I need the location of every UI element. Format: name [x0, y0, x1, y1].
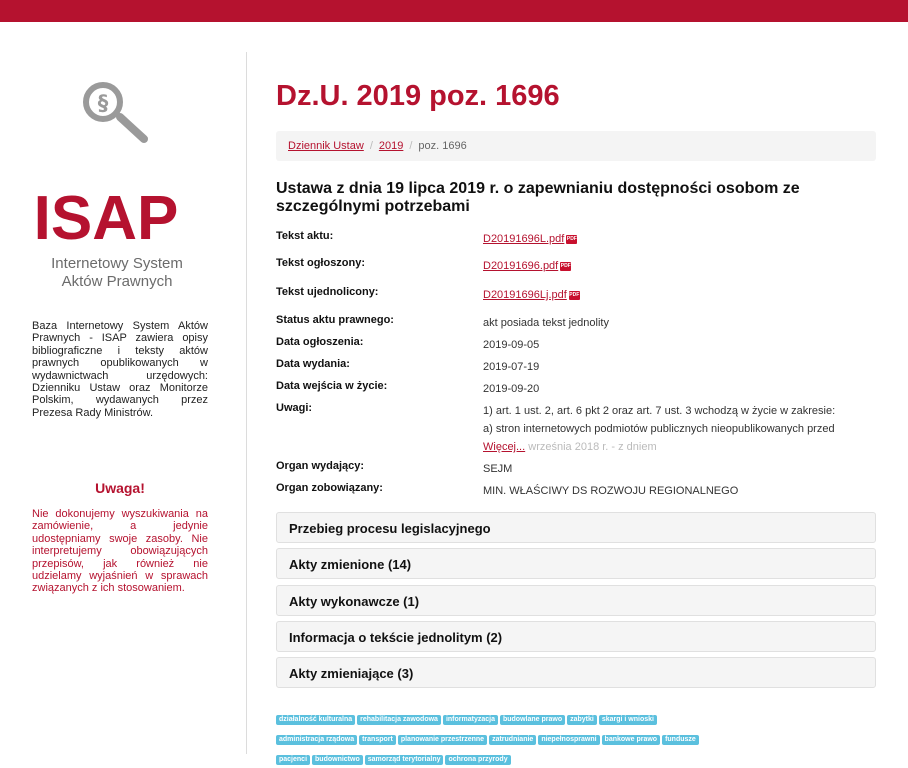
tag[interactable]: planowanie przestrzenne — [398, 735, 487, 745]
label-organ-wydajacy: Organ wydający: — [276, 460, 365, 472]
label-data-ogloszenia: Data ogłoszenia: — [276, 336, 364, 348]
tag[interactable]: informatyzacja — [443, 715, 498, 725]
uwagi-line1: 1) art. 1 ust. 2, art. 6 pkt 2 oraz art. 7 ust. 3 wchodzą w życie w zakresie: — [483, 405, 836, 417]
label-status: Status aktu prawnego: — [276, 314, 394, 326]
value-tekst-aktu — [483, 230, 876, 248]
breadcrumb-current: poz. 1696 — [418, 140, 467, 152]
logo-subtitle-line1: Internetowy System — [51, 255, 183, 272]
breadcrumb-year[interactable]: 2019 — [378, 140, 404, 152]
tag[interactable]: pacjenci — [276, 755, 310, 765]
value-organ-wydajacy: SEJM — [483, 463, 513, 475]
isap-logo-magnifier-icon[interactable] — [24, 80, 224, 200]
warning-title: Uwaga! — [95, 480, 145, 496]
tag[interactable]: rehabilitacja zawodowa — [357, 715, 441, 725]
tag[interactable]: działalność kulturalna — [276, 715, 355, 725]
tag[interactable]: samorząd terytorialny — [365, 755, 444, 765]
breadcrumb-dziennik-ustaw[interactable]: Dziennik Ustaw — [288, 140, 364, 152]
keyword-tags — [276, 708, 876, 768]
value-uwagi — [483, 402, 876, 456]
tag[interactable]: administracja rządowa — [276, 735, 357, 745]
value-data-ogloszenia: 2019-09-05 — [483, 339, 540, 351]
label-tekst-ogloszony: Tekst ogłoszony: — [276, 257, 366, 269]
top-bar — [0, 0, 908, 22]
tag[interactable]: skargi i wnioski — [599, 715, 657, 725]
breadcrumb-separator: / — [409, 140, 413, 152]
about-text: Baza Internetowy System Aktów Prawnych - ISAP zawiera opisy bibliograficzne i teksty aktów prawnych opublikowanych w wydawnictwach urzędowych: Dzienniku Ustaw oraz Monitorze Polskim, wydawanych przez Prezesa Rady Ministrów. — [32, 320, 208, 419]
sidebar-divider — [246, 52, 247, 754]
panel-akty-zmieniajace[interactable]: Akty zmieniające (3) — [276, 657, 876, 688]
label-tekst-ujednolicony: Tekst ujednolicony: — [276, 286, 379, 298]
value-data-wydania: 2019-07-19 — [483, 361, 540, 373]
logo-title: ISAP — [33, 184, 179, 253]
label-data-wydania: Data wydania: — [276, 358, 350, 370]
svg-text:§: § — [97, 91, 109, 115]
value-data-wejscia: 2019-09-20 — [483, 383, 540, 395]
tag[interactable]: budowlane prawo — [500, 715, 565, 725]
pdf-icon[interactable]: PDF — [569, 291, 580, 298]
breadcrumb — [276, 131, 876, 161]
panel-akty-zmienione[interactable]: Akty zmienione (14) — [276, 548, 876, 579]
value-organ-zobowiazany: MIN. WŁAŚCIWY DS ROZWOJU REGIONALNEGO — [483, 485, 739, 497]
act-title: Ustawa z dnia 19 lipca 2019 r. o zapewnianiu dostępności osobom ze szczególnymi potrzebami — [276, 180, 800, 215]
tag[interactable]: zatrudnianie — [489, 735, 536, 745]
breadcrumb-separator: / — [369, 140, 373, 152]
label-tekst-aktu: Tekst aktu: — [276, 230, 334, 242]
tag[interactable]: zabytki — [567, 715, 597, 725]
tag[interactable]: niepełnosprawni — [538, 735, 599, 745]
tag[interactable]: fundusze — [662, 735, 699, 745]
panel-informacja-tekst-jednolity[interactable]: Informacja o tekście jednolitym (2) — [276, 621, 876, 652]
pdf-link-tekst-ujednolicony[interactable]: D20191696Lj.pdf — [483, 289, 567, 301]
tag[interactable]: bankowe prawo — [602, 735, 661, 745]
value-status: akt posiada tekst jednolity — [483, 317, 609, 329]
logo-subtitle — [26, 255, 208, 291]
label-organ-zobowiazany: Organ zobowiązany: — [276, 482, 383, 494]
pdf-link-tekst-ogloszony[interactable]: D20191696.pdf — [483, 260, 559, 272]
logo-subtitle-line2: Aktów Prawnych — [61, 273, 173, 290]
value-tekst-ogloszony — [483, 257, 876, 275]
pdf-icon[interactable]: PDF — [566, 235, 577, 242]
pdf-link-tekst-aktu[interactable]: D20191696L.pdf — [483, 233, 565, 245]
value-tekst-ujednolicony — [483, 286, 876, 304]
pdf-icon[interactable]: PDF — [560, 262, 571, 269]
label-data-wejscia: Data wejścia w życie: — [276, 380, 388, 392]
tag[interactable]: ochrona przyrody — [445, 755, 510, 765]
uwagi-faded-text: września 2018 r. - z dniem — [528, 441, 657, 453]
page-title: Dz.U. 2019 poz. 1696 — [276, 80, 560, 112]
panel-przebieg-procesu[interactable]: Przebieg procesu legislacyjnego — [276, 512, 876, 543]
label-uwagi: Uwagi: — [276, 402, 313, 414]
more-link[interactable]: Więcej... — [483, 441, 526, 453]
tag[interactable]: transport — [359, 735, 396, 745]
warning-text: Nie dokonujemy wyszukiwania na zamówienie, a jedynie udostępniamy swoje zasoby. Nie interpretujemy obowiązujących przepisów, jak również nie udzielamy wyjaśnień w sprawach związanych z ich stosowaniem. — [32, 508, 208, 595]
uwagi-line2: a) stron internetowych podmiotów publicznych nieopublikowanych przed — [483, 423, 835, 435]
tag[interactable]: budownictwo — [312, 755, 363, 765]
panel-akty-wykonawcze[interactable]: Akty wykonawcze (1) — [276, 585, 876, 616]
